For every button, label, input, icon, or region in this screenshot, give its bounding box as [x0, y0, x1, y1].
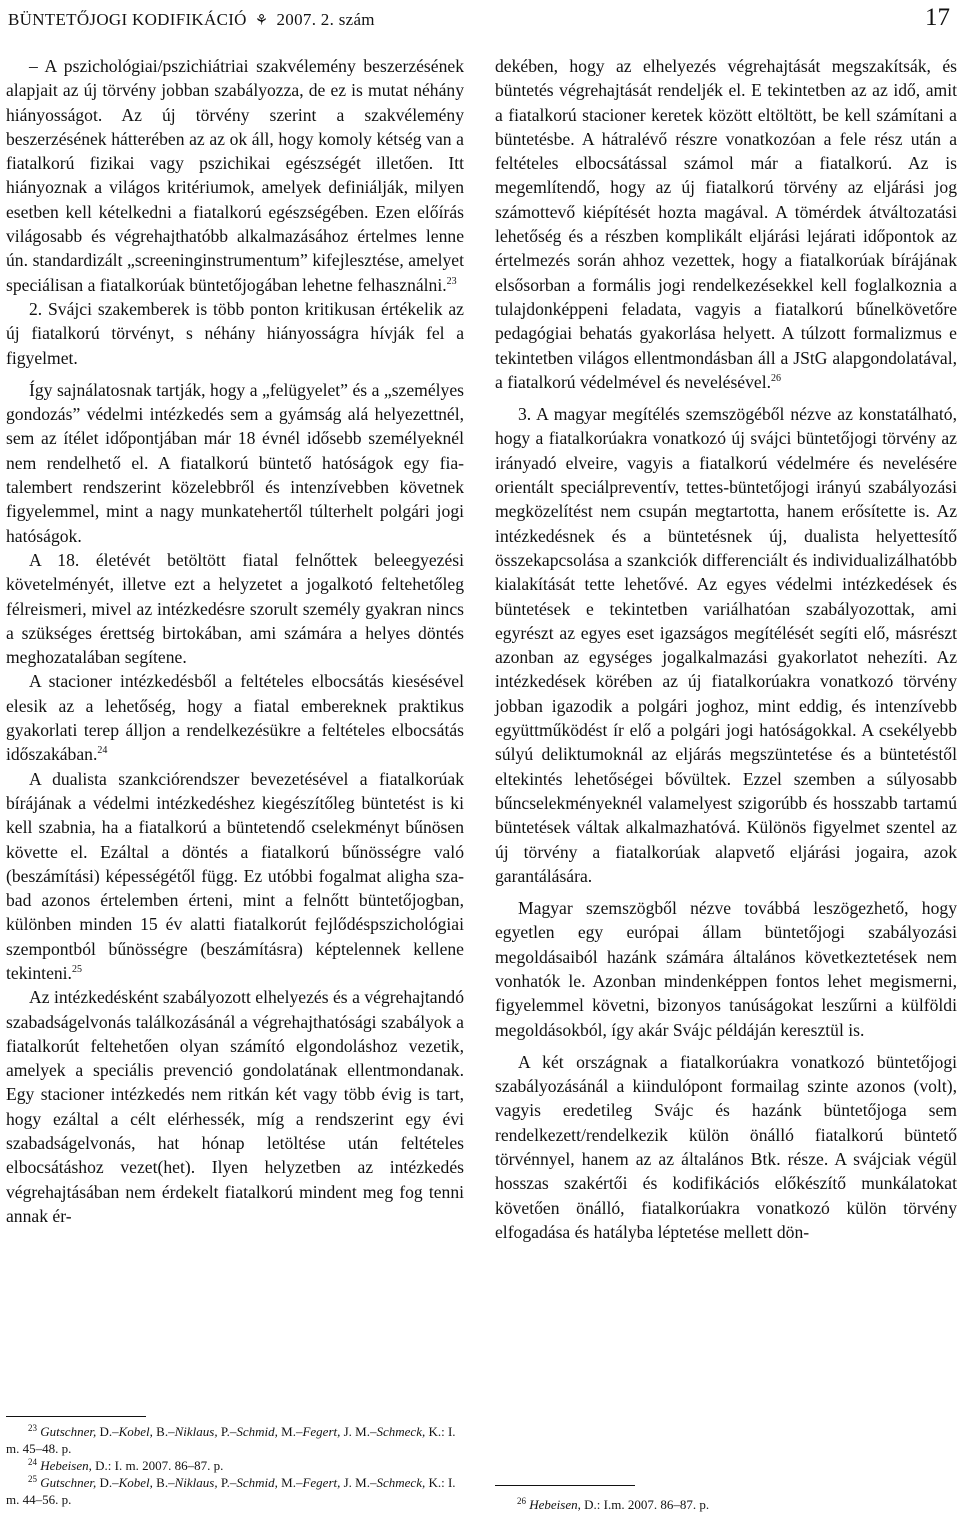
footnote-citation: I. m. 2007. 86–87. p.: [114, 1458, 224, 1473]
footnotes-right: [495, 1496, 957, 1513]
paragraph-text: – A pszichológiai/pszichiátriai szakvélemény beszerzésének alapjait az új törvény jobban szabályozza, de ez is mutat néhány hiányosságot. Az új törvény szerint a szakvélemény beszerzésének hátterében az az ok áll, hogy komoly kétség van a fiatalkorú fizikai vagy pszichikai egészségét illetően. Itt hiányoznak a világos kritériumok, amelyek definiálják, milyen esetben kell kételkedni a fiatalkorú egészségében. Ezen előírás világosabb és végrehajthatóbb alkalmazásához értelmes lenne ún. standardizált „screeninginstrumentum” kifejlesztése, amelyet speciálisan a fiatalkorúak büntetőjogában lehetne felhasználni.: [6, 56, 464, 295]
footnote-number: 26: [517, 1496, 526, 1506]
footnote-initials: K.:: [425, 1424, 448, 1439]
right-column: [495, 54, 957, 1244]
footnote-author: Hebeisen,: [529, 1497, 581, 1512]
left-column: [6, 54, 464, 1228]
footnote-initials: B.–: [152, 1424, 175, 1439]
footnote-ref: 23: [446, 275, 457, 287]
footnote-initials: K.:: [425, 1475, 448, 1490]
running-header: [8, 4, 952, 38]
footnote-author: Kobel,: [118, 1475, 153, 1490]
footnote-initials: P.–: [217, 1475, 237, 1490]
footnote-author: Fegert,: [302, 1424, 341, 1439]
footnote: [6, 1457, 464, 1474]
footnote-initials: J. M.–: [340, 1475, 377, 1490]
footnote-initials: M.–: [277, 1424, 303, 1439]
journal-issue: 2007. 2. szám: [276, 10, 375, 29]
footnote-author: Niklaus,: [174, 1424, 218, 1439]
footnote: [6, 1474, 464, 1508]
footnote-citation: I.m. 2007. 86–87. p.: [603, 1497, 710, 1512]
footnote-initials: P.–: [217, 1424, 237, 1439]
footnote-initials: B.–: [152, 1475, 175, 1490]
footnote-author: Schmeck,: [376, 1475, 426, 1490]
paragraph: [6, 767, 464, 986]
footnote: [6, 1423, 464, 1457]
paragraph-text: dekében, hogy az elhelyezés végrehajtását megszakítsák, és büntetés végrehajtását rendeljék el. E tekintetben az az idő, amit a fiatalkorú stacioner keretek között eltöltött, be kell számítani a büntetésbe. A hátralévő részre vonatkozóan a fele rész után a feltételes elbocsátással számol már a fiatalkorú. Az is megemlítendő, hogy az új fiatalkorú törvény az eljárási jog számottevő kiépítését hozta magával. A tömérdek átváltozatási lehetőség és a részben komplikált eljárási lejárati időpontok az értelmezés során ahhoz vezettek, hogy a fiatalkorúak bírájának elsősorban a formális jogi rendelkezésekkel kell foglalkoznia a tulajdonképpeni feladata, vagyis a fiatalkorú bűnelkövetőre pedagógiai behatás gyakorlása helyett. A túlzott formalizmus e tekintetben világos ellentmondásban áll a JStG alapgondolatával, a fiatalkorú védelmével és nevelésével.: [495, 56, 957, 392]
footnote-initials: M.–: [277, 1475, 303, 1490]
journal-header: [8, 10, 375, 30]
footnote-author: Kobel,: [118, 1424, 153, 1439]
footnote-author: Fegert,: [302, 1475, 341, 1490]
paragraph: [6, 54, 464, 297]
paragraph: A 18. életévét betöltött fiatal felnőttek beleegyezési követelményét, illetve ezt a helyzetet a jogalkotó feltehetőleg félreismeri, mivel az intézkedésre szorult személy gyakran nincs a szükséges érettség birtokában, ami számára a helyes döntés meghozatalában segítene.: [6, 549, 464, 668]
footnote-author: Gutschner,: [40, 1475, 97, 1490]
paragraph: Az intézkedésként szabályozott elhelyezés és a végrehajtandó szabadságelvonás találkozásánál a végrehajthatósági szabályok a fiatalkorút feltehetően olyan számító elgondoláshoz vezetik, amelyek a speciális prevenció gondolatának ellentmondanak. Egy stacioner intézkedés nem ritkán két vagy több évig is tart, hogy ezáltal a célt elérhessék, míg a rendszerint egy évi szabadságelvonás, hat hónap letöltése után feltételes elbocsátáshoz vezet(het). Ilyen helyzetben az intézkedés végrehajtásában nem érdekelt fiatalkorú mindent meg fog tenni annak ér-: [6, 987, 464, 1226]
footnotes-left: [6, 1423, 464, 1508]
footnote-author: Schmid,: [236, 1475, 278, 1490]
paragraph-text: A stacioner intézkedésből a feltételes elbocsátás kiesésével elesik az a lehetőség, hogy a fiatal embereknek praktikus gyakorlati terep álljon a rendelkezésükre a feltételes elbocsátás időszakában.: [6, 671, 464, 765]
footnote-rule: [6, 1416, 146, 1417]
footnote-author: Hebeisen,: [40, 1458, 92, 1473]
footnote-initials: D.–: [96, 1424, 119, 1439]
paragraph-text: A dualista szankciórendszer bevezetésével a fiatalkorúak bírájának a védelmi intézkedéshez kiegészítőleg büntetést is ki kell szabnia, ha a fiatalkorú a büntetendő cselekményt bűnösen követte el. Ezáltal a döntés a fiatalkorú bűnösségre való (beszámítási) képességétől függ. Ez utóbbi fogalmat aligha szabad azonos értelemben érteni, mint a felnőtt büntetőjogban, különben minden 15 év alatti fiatalkorút fejlődéspszichológiai szempontból bűnösségre (beszámításra) képtelennek kellene tekinteni.: [6, 768, 464, 983]
footnote-number: 23: [28, 1423, 37, 1433]
footnote-citation: I. m. 44–56. p.: [6, 1475, 456, 1507]
page-number: 17: [925, 4, 950, 31]
paragraph: Így sajnálatosnak tartják, hogy a „felügyelet” és a „személyes gondozás” védelmi intézkedés sem a gyámság alá helyezettnél, sem az ítélet időpontjában már 18 évnél idősebb személyeknél nem rendelhető el. A fiatalkorú büntető hatóságok egy fiatalembert rendszerint közelebbről és intenzívebben követnek figyelemmel, mint a nagy munkatehertől túlterhelt polgári jogi hatóságok.: [6, 379, 464, 546]
paragraph: A két országnak a fiatalkorúakra vonatkozó büntetőjogi szabályozásánál a kiindulópont formailag szinte azonos (volt), vagyis eredetileg Svájc és hazánk büntetőjoga sem rendelkezett/rendelkezik külön önálló fiatalkorú büntető törvénnyel, hanem az az általános Btk. része. A svájciak végül hosszas szakértői és kodifikációs előkészítő munkálatokat követően önálló, fiatalkorúakra vonatkozó külön törvény elfogadása és hatályba léptetése mellett dön-: [495, 1051, 957, 1242]
footnote-author: Niklaus,: [174, 1475, 218, 1490]
footnote-citation: I. m. 45–48. p.: [6, 1424, 456, 1456]
footnote-number: 24: [28, 1457, 37, 1467]
footnote-author: Gutschner,: [40, 1424, 97, 1439]
paragraph: 2. Svájci szakemberek is több ponton kritikusan értékelik az új fiatalkorú törvényt, s néhány hiányosságra hívják fel a figyelmet.: [6, 298, 464, 368]
footnote: [495, 1496, 957, 1513]
footnote-author: Schmeck,: [376, 1424, 426, 1439]
ornament-icon: ⚘: [254, 13, 269, 29]
footnote-initials: D.:: [91, 1458, 115, 1473]
footnote-ref: 25: [71, 963, 82, 975]
paragraph: [495, 54, 957, 394]
footnote-rule: [495, 1485, 635, 1486]
footnote-ref: 26: [771, 372, 781, 384]
paragraph: Magyar szemszögből nézve továbbá leszögezhető, hogy egyetlen egy európai állam büntetőjogi szabályozási megoldásaiból hazánk számára általános következtetések nem vonhatók le. Azonban mindenképpen fontos lehet megismerni, figyelemmel követni, bizonyos tanúságokat leszűrni a külföldi megoldásokból, így akár Svájc példáján keresztül is.: [495, 898, 957, 1040]
footnote-author: Schmid,: [236, 1424, 278, 1439]
paragraph: 3. A magyar megítélés szemszögéből nézve az konstatálható, hogy a fiatalkorúakra vonatkozó új svájci büntetőjogi törvény az irányadó elveire, vagyis a fiatalkorú védelmére és nevelésére orientált speciálpreventív, tettes-büntetőjogi irányú szabályozási megközelítést nem csupán megtartotta, hanem erősítette is. Az intézkedésnek és a büntetésnek új, dualista helyettesítő összekapcsolása a szankciók differenciált és individualizálhatóbb kialakítását tette lehetővé. Az egyes védelmi intézkedések és büntetések e tekintetben variálhatóan szabályozottak, ami egyrészt az egyes eset igazságos megítélését segíti elő, másrészt azonban az egységes jogalkalmazási gyakorlatot nehezíti. Az intézkedések körében az új fiatalkorúakra vonatkozó törvény jobban igazodik a polgári joghoz, mint eddig, és intenzívebb együttműködést ír elő a polgári jogi hatóságokkal. A csekélyebb súlyú deliktumoknál az eljárás megszüntetése és a büntetéstől eltekintés lehetőségei bővültek. Ezzel szemben a súlyosabb bűncselekményeknél valamelyest szigorúbb és hosszabb tartamú büntetések váltak alkalmazhatóvá. Különös figyelmet szentel az új törvény a fiatalkorúak alapvető eljárási jogaira, azok garantálására.: [495, 404, 957, 886]
footnote-initials: D.:: [580, 1497, 604, 1512]
footnote-ref: 24: [97, 745, 108, 757]
footnote-number: 25: [28, 1474, 37, 1484]
journal-title: BÜNTETŐJOGI KODIFIKÁCIÓ: [8, 10, 247, 29]
footnote-initials: D.–: [96, 1475, 119, 1490]
footnote-initials: J. M.–: [340, 1424, 377, 1439]
paragraph: [6, 669, 464, 766]
